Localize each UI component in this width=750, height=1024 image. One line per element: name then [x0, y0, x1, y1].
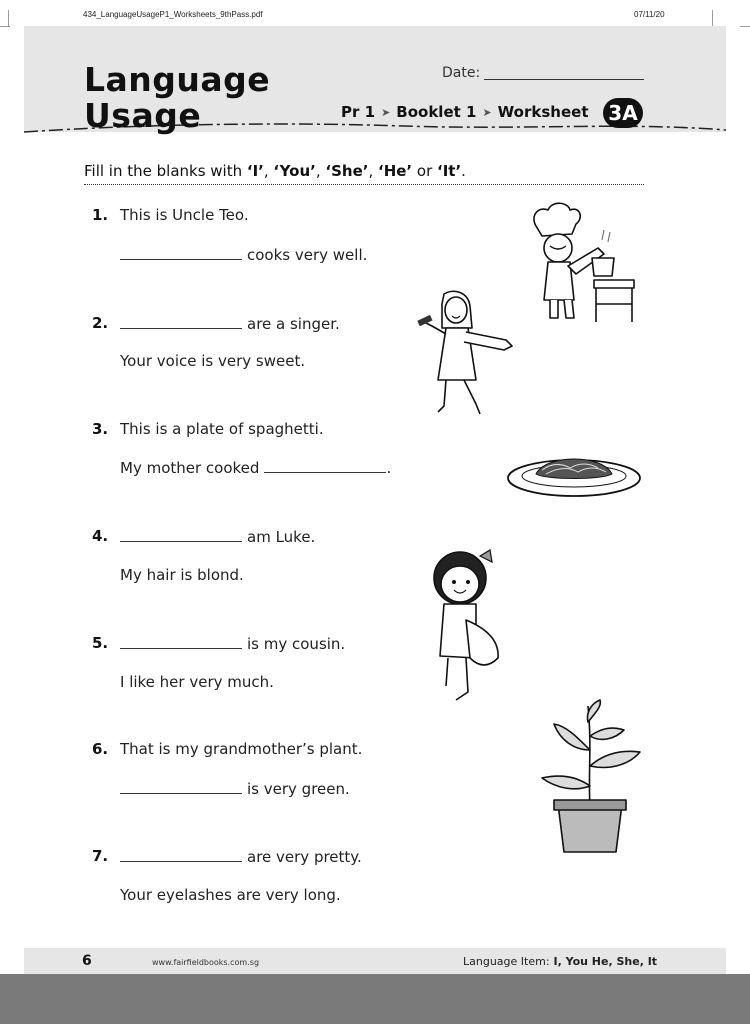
sentence-part: am Luke.: [247, 528, 316, 546]
question-number: 4.: [92, 527, 109, 545]
instruction-prefix: Fill in the blanks with: [84, 162, 247, 180]
worksheet-badge: 3A: [603, 98, 643, 128]
language-item: [463, 955, 657, 968]
sentence-part: is my cousin.: [247, 635, 346, 653]
instruction-suffix: .: [461, 162, 466, 180]
word-i: ‘I’: [246, 162, 264, 180]
question-number: 7.: [92, 847, 109, 865]
cursor-arrow-icon: ➤: [482, 105, 492, 119]
word-she: ‘She’: [325, 162, 369, 180]
question-answer-line: [120, 847, 362, 866]
answer-blank[interactable]: [120, 634, 242, 649]
date-input-line[interactable]: [484, 79, 644, 80]
sentence-part: are very pretty.: [247, 848, 362, 866]
answer-blank[interactable]: [120, 847, 242, 862]
potted-plant-illustration: [536, 696, 646, 858]
answer-blank[interactable]: [120, 779, 242, 794]
question-text: This is a plate of spaghetti.: [120, 420, 324, 438]
crumb-worksheet: Worksheet: [497, 103, 589, 121]
instruction: [84, 162, 644, 185]
language-item-value: I, You He, She, It: [553, 955, 658, 968]
title-line-1: Language: [84, 60, 271, 99]
question-answer-line: [120, 779, 350, 798]
crop-mark: [740, 26, 750, 27]
question-number: 3.: [92, 420, 109, 438]
girl-with-bag-illustration: [426, 546, 506, 708]
singing-girl-illustration: [414, 288, 518, 420]
sentence-part: My mother cooked: [120, 459, 260, 477]
word-it: ‘It’: [437, 162, 462, 180]
answer-blank[interactable]: [120, 245, 242, 260]
date-label: Date:: [442, 65, 481, 81]
answer-blank[interactable]: [264, 458, 386, 473]
question-text: This is Uncle Teo.: [120, 206, 249, 224]
title-line-2: Usage: [84, 96, 202, 135]
print-date-label: 07/11/20: [634, 10, 665, 19]
crop-mark: [8, 10, 9, 26]
word-you: ‘You’: [273, 162, 316, 180]
question-text: That is my grandmother’s plant.: [120, 740, 363, 758]
sentence-part: are a singer.: [247, 315, 340, 333]
crop-mark: [712, 10, 713, 26]
viewer-bottom-strip: [0, 974, 750, 1024]
question-answer-line: [120, 634, 345, 653]
crumb-booklet: Booklet 1: [396, 103, 477, 121]
cursor-arrow-icon: ➤: [381, 105, 391, 119]
question-text: Your eyelashes are very long.: [120, 886, 341, 904]
spaghetti-plate-illustration: [506, 448, 642, 500]
question-answer-line: [120, 527, 315, 546]
question-number: 5.: [92, 634, 109, 652]
separator: ,: [263, 162, 274, 180]
answer-blank[interactable]: [120, 527, 242, 542]
crop-mark: [0, 26, 10, 27]
question-number: 1.: [92, 206, 109, 224]
website-link[interactable]: www.fairfieldbooks.com.sg: [152, 958, 260, 967]
breadcrumb: [341, 103, 589, 121]
sentence-part: cooks very well.: [247, 246, 368, 264]
answer-blank[interactable]: [120, 314, 242, 329]
question-number: 2.: [92, 314, 109, 332]
sentence-end: .: [386, 459, 392, 477]
sentence-part: is very green.: [247, 780, 350, 798]
question-answer-line: [120, 314, 340, 333]
question-text: I like her very much.: [120, 673, 274, 691]
page-number: 6: [82, 953, 92, 969]
question-text: Your voice is very sweet.: [120, 352, 306, 370]
separator: ,: [368, 162, 378, 180]
question-answer-line: [120, 458, 391, 477]
word-he: ‘He’: [378, 162, 413, 180]
separator-or: or: [412, 162, 438, 180]
chef-illustration: [528, 200, 640, 326]
question-text: My hair is blond.: [120, 566, 244, 584]
page-title: [84, 62, 270, 134]
crumb-level: Pr 1: [341, 103, 376, 121]
language-item-label: Language Item:: [463, 955, 550, 968]
separator: ,: [315, 162, 326, 180]
filename-label: 434_LanguageUsageP1_Worksheets_9thPass.pdf: [83, 10, 263, 19]
question-number: 6.: [92, 740, 109, 758]
question-answer-line: [120, 245, 367, 264]
